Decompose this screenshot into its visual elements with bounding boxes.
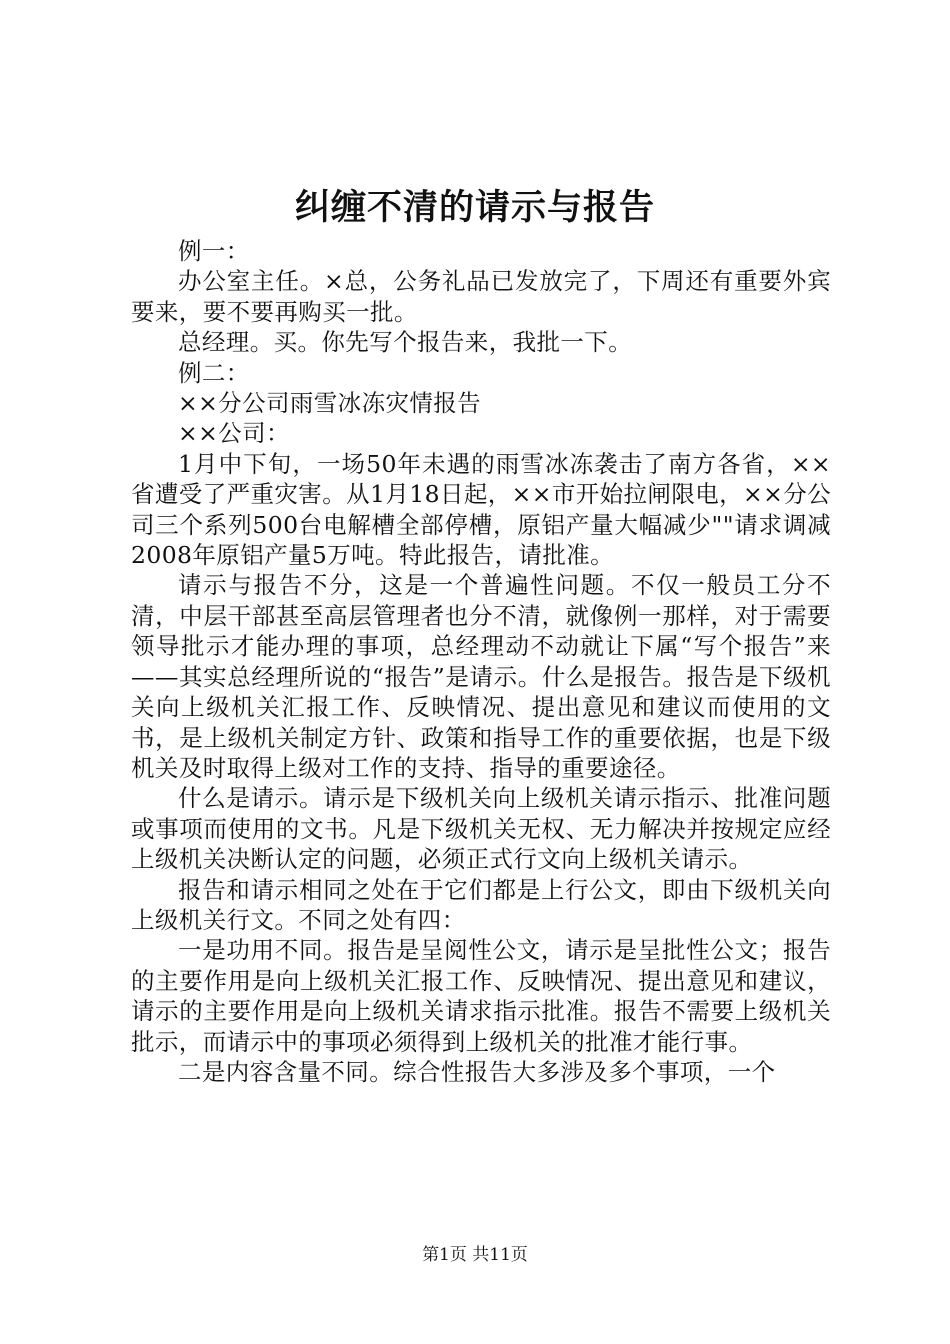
- document-title: 纠缠不清的请示与报告: [294, 187, 655, 228]
- paragraph-what-is-request: 什么是请示。请示是下级机关向上级机关请示指示、批准问题或事项而使用的文书。凡是下级机关无权、无力解决并按规定应经上级机关决断认定的问题，必须正式行文向上级机关请示。: [131, 784, 831, 874]
- paragraph-example-two-label: 例二：: [178, 358, 250, 387]
- paragraph-difference-two: 二是内容含量不同。综合性报告大多涉及多个事项，一个: [178, 1057, 776, 1086]
- paragraph-example-one-label: 例一：: [178, 237, 250, 265]
- paragraph-addressee: ××公司：: [178, 419, 290, 448]
- paragraph-disaster-report: 1月中下旬，一场50年未遇的雨雪冰冻袭击了南方各省，××省遭受了严重灾害。从1月18日起，××市开始拉闸限电，××分公司三个系列500台电解槽全部停槽，原铝产量大幅减少""请求调减2008年原铝产量5万吨。特此报告，请批准。: [131, 449, 832, 570]
- paragraph-general-manager: 总经理。买。你先写个报告来，我批一下。: [178, 328, 633, 357]
- paragraph-office-director: 办公室主任。×总，公务礼品已发放完了，下周还有重要外宾要来，要不要再购买一批。: [131, 267, 831, 326]
- paragraph-difference-one: 一是功用不同。报告是呈阅性公文，请示是呈批性公文；报告的主要作用是向上级机关汇报工作、反映情况、提出意见和建议，请示的主要作用是向上级机关请求指示批准。报告不需要上级机关批示，而请示中的事项必须得到上级机关的批准才能行事。: [131, 936, 831, 1056]
- page-footer: 第1页 共11页: [422, 1245, 528, 1265]
- document-body: [131, 236, 831, 1087]
- paragraph-report-title: ××分公司雨雪冰冻灾情报告: [178, 389, 482, 418]
- paragraph-what-is-report: 请示与报告不分，这是一个普遍性问题。不仅一般员工分不清，中层干部甚至高层管理者也分不清，就像例一那样，对于需要领导批示才能办理的事项，总经理动不动就让下属“写个报告”来——其实总经理所说的“报告”是请示。什么是报告。报告是下级机关向上级机关汇报工作、反映情况、提出意见和建议而使用的文书，是上级机关制定方针、政策和指导工作的重要依据，也是下级机关及时取得上级对工作的支持、指导的重要途径。: [131, 571, 831, 782]
- paragraph-similarities: 报告和请示相同之处在于它们都是上行公文，即由下级机关向上级机关行文。不同之处有四：: [131, 875, 831, 934]
